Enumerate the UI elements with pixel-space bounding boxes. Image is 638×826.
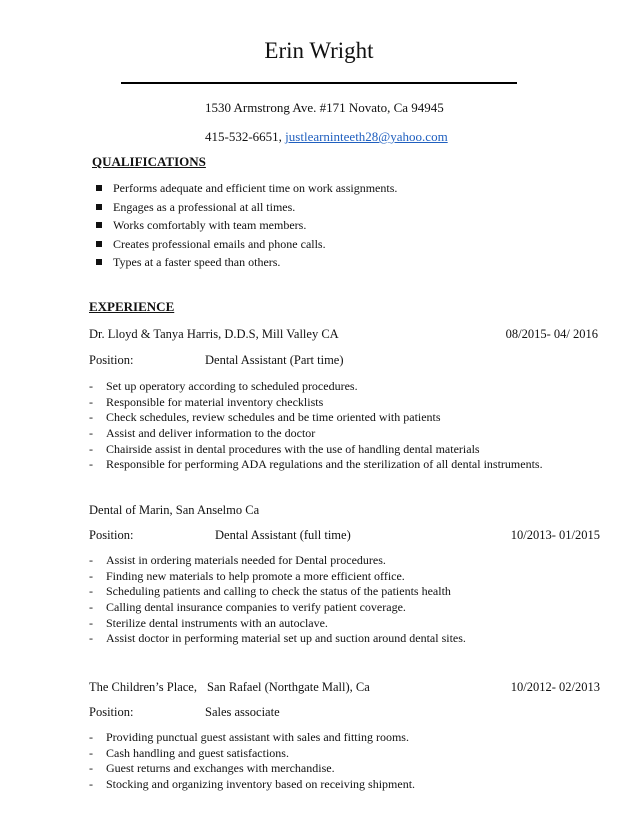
list-item: - Providing punctual guest assistant with sales and fitting rooms. — [89, 730, 415, 746]
list-item: - Assist in ordering materials needed for Dental procedures. — [89, 553, 466, 569]
duties-list — [89, 730, 415, 793]
job-location: San Rafael (Northgate Mall), Ca — [207, 680, 370, 694]
list-item: - Responsible for material inventory checklists — [89, 395, 543, 411]
position-title: Dental Assistant (full time) — [215, 528, 351, 542]
list-item: - Stocking and organizing inventory based on receiving shipment. — [89, 777, 415, 793]
list-item: - Calling dental insurance companies to verify patient coverage. — [89, 600, 466, 616]
phone: 415-532-6651, — [205, 129, 282, 144]
job-employer: Dr. Lloyd & Tanya Harris, D.D.S, Mill Valley CA — [89, 327, 339, 341]
duties-list — [89, 379, 543, 473]
list-item: - Finding new materials to help promote a more efficient office. — [89, 569, 466, 585]
job-employer: Dental of Marin, San Anselmo Ca — [89, 503, 260, 517]
job-dates: 10/2013- 01/2015 — [510, 528, 600, 542]
list-item: Engages as a professional at all times. — [92, 198, 397, 217]
resume-name: Erin Wright — [264, 38, 374, 63]
list-item: - Assist and deliver information to the doctor — [89, 426, 543, 442]
duties-list — [89, 553, 466, 647]
list-item: - Chairside assist in dental procedures with the use of handling dental materials — [89, 442, 543, 458]
qualifications-heading: QUALIFICATIONS — [92, 154, 206, 169]
position-label: Position: — [89, 705, 134, 719]
contact-line — [205, 129, 448, 145]
job-dates: 10/2012- 02/2013 — [510, 680, 600, 694]
list-item: - Sterilize dental instruments with an autoclave. — [89, 616, 466, 632]
list-item: - Assist doctor in performing material set up and suction around dental sites. — [89, 631, 466, 647]
list-item: Types at a faster speed than others. — [92, 253, 397, 272]
qualifications-list — [92, 179, 397, 272]
job-employer: The Children’s Place, — [89, 680, 197, 694]
list-item: - Set up operatory according to scheduled procedures. — [89, 379, 543, 395]
list-item: - Scheduling patients and calling to check the status of the patients health — [89, 584, 466, 600]
list-item: - Guest returns and exchanges with merchandise. — [89, 761, 415, 777]
job-dates: 08/2015- 04/ 2016 — [505, 327, 598, 341]
address: 1530 Armstrong Ave. #171 Novato, Ca 94945 — [205, 100, 444, 115]
position-label: Position: — [89, 353, 134, 367]
position-title: Sales associate — [205, 705, 280, 719]
header-divider — [121, 82, 517, 84]
experience-heading: EXPERIENCE — [89, 299, 175, 314]
list-item: Creates professional emails and phone calls. — [92, 235, 397, 254]
list-item: Performs adequate and efficient time on work assignments. — [92, 179, 397, 198]
list-item: - Cash handling and guest satisfactions. — [89, 746, 415, 762]
list-item: - Check schedules, review schedules and be time oriented with patients — [89, 410, 543, 426]
list-item: - Responsible for performing ADA regulations and the sterilization of all dental instruments. — [89, 457, 543, 473]
email-link[interactable]: justlearninteeth28@yahoo.com — [285, 129, 448, 144]
position-title: Dental Assistant (Part time) — [205, 353, 344, 367]
list-item: Works comfortably with team members. — [92, 216, 397, 235]
position-label: Position: — [89, 528, 134, 542]
